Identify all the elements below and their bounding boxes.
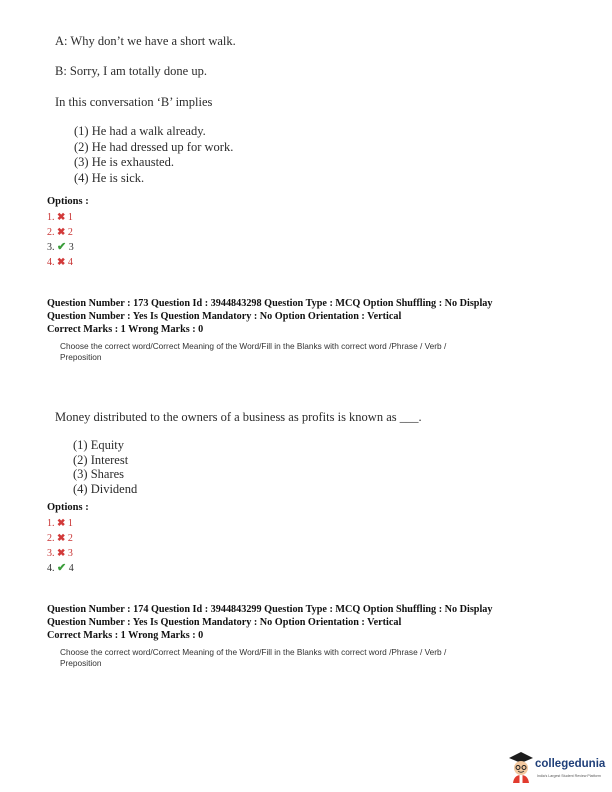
option-value: 1 bbox=[67, 518, 73, 529]
cross-icon: ✖ bbox=[57, 533, 66, 544]
question-text: Money distributed to the owners of a business as profits is known as ___. bbox=[55, 410, 422, 424]
options-label: Options : bbox=[47, 502, 89, 513]
options-label: Options : bbox=[47, 196, 89, 207]
choice-item: (4) He is sick. bbox=[74, 170, 145, 185]
choice-item: (3) He is exhausted. bbox=[74, 155, 174, 169]
choice-item: (1) Equity bbox=[73, 438, 125, 452]
option-row bbox=[47, 531, 74, 546]
question-instruction bbox=[60, 341, 446, 363]
meta-line: Correct Marks : 1 Wrong Marks : 0 bbox=[47, 630, 204, 641]
instruction-line: Preposition bbox=[60, 352, 102, 362]
choice-item: (2) He had dressed up for work. bbox=[74, 139, 234, 154]
cross-icon: ✖ bbox=[57, 212, 66, 223]
meta-line: Correct Marks : 1 Wrong Marks : 0 bbox=[47, 324, 204, 335]
option-row bbox=[47, 255, 74, 270]
options-list bbox=[47, 210, 74, 270]
cross-icon: ✖ bbox=[57, 518, 66, 529]
option-value: 2 bbox=[67, 227, 73, 238]
check-icon: ✔ bbox=[57, 562, 67, 574]
choice-item: (2) Interest bbox=[73, 452, 129, 467]
instruction-line: Preposition bbox=[60, 658, 102, 668]
option-value: 1 bbox=[67, 212, 73, 223]
option-value: 3 bbox=[68, 242, 74, 253]
cross-icon: ✖ bbox=[57, 257, 66, 268]
option-number: 3. bbox=[47, 548, 55, 559]
instruction-line: Choose the correct word/Correct Meaning of the Word/Fill in the Blanks with correct word /Phrase / Verb / bbox=[60, 341, 447, 351]
question-instruction bbox=[60, 647, 446, 669]
meta-line: Question Number : Yes Is Question Mandatory : No Option Orientation : Vertical bbox=[47, 311, 402, 322]
choice-list bbox=[74, 124, 233, 186]
option-row bbox=[47, 546, 74, 561]
graduate-mascot-icon bbox=[507, 750, 535, 784]
instruction-line: Choose the correct word/Correct Meaning of the Word/Fill in the Blanks with correct word /Phrase / Verb / bbox=[60, 647, 447, 657]
option-number: 4. bbox=[47, 257, 55, 268]
option-value: 2 bbox=[67, 533, 73, 544]
logo-wordmark: collegedunia bbox=[535, 758, 606, 770]
question-meta bbox=[47, 297, 492, 336]
option-row bbox=[47, 561, 74, 576]
dialog-line-b: B: Sorry, I am totally done up. bbox=[55, 64, 207, 78]
option-value: 4 bbox=[68, 563, 74, 574]
option-value: 4 bbox=[67, 257, 73, 268]
option-number: 1. bbox=[47, 212, 55, 223]
option-number: 3. bbox=[47, 242, 55, 253]
option-number: 4. bbox=[47, 563, 55, 574]
option-number: 2. bbox=[47, 533, 55, 544]
logo-tagline: India's Largest Student Review Platform bbox=[537, 774, 601, 778]
option-row bbox=[47, 225, 74, 240]
cross-icon: ✖ bbox=[57, 227, 66, 238]
cross-icon: ✖ bbox=[57, 548, 66, 559]
option-number: 1. bbox=[47, 518, 55, 529]
choice-item: (4) Dividend bbox=[73, 481, 138, 496]
meta-line: Question Number : 174 Question Id : 3944843299 Question Type : MCQ Option Shuffling : No Display bbox=[47, 604, 493, 615]
option-row bbox=[47, 240, 74, 255]
question-meta bbox=[47, 603, 492, 642]
question-prompt: In this conversation ‘B’ implies bbox=[55, 95, 213, 109]
check-icon: ✔ bbox=[57, 241, 67, 253]
dialog-line-a: A: Why don’t we have a short walk. bbox=[55, 34, 236, 48]
collegedunia-logo bbox=[507, 750, 607, 786]
option-value: 3 bbox=[67, 548, 73, 559]
option-row bbox=[47, 210, 74, 225]
choice-list bbox=[73, 438, 137, 496]
choice-item: (3) Shares bbox=[73, 467, 125, 482]
option-row bbox=[47, 516, 74, 531]
options-list bbox=[47, 516, 74, 576]
meta-line: Question Number : Yes Is Question Mandatory : No Option Orientation : Vertical bbox=[47, 617, 402, 628]
meta-line: Question Number : 173 Question Id : 3944843298 Question Type : MCQ Option Shuffling : No Display bbox=[47, 298, 493, 309]
choice-item: (1) He had a walk already. bbox=[74, 124, 206, 138]
option-number: 2. bbox=[47, 227, 55, 238]
